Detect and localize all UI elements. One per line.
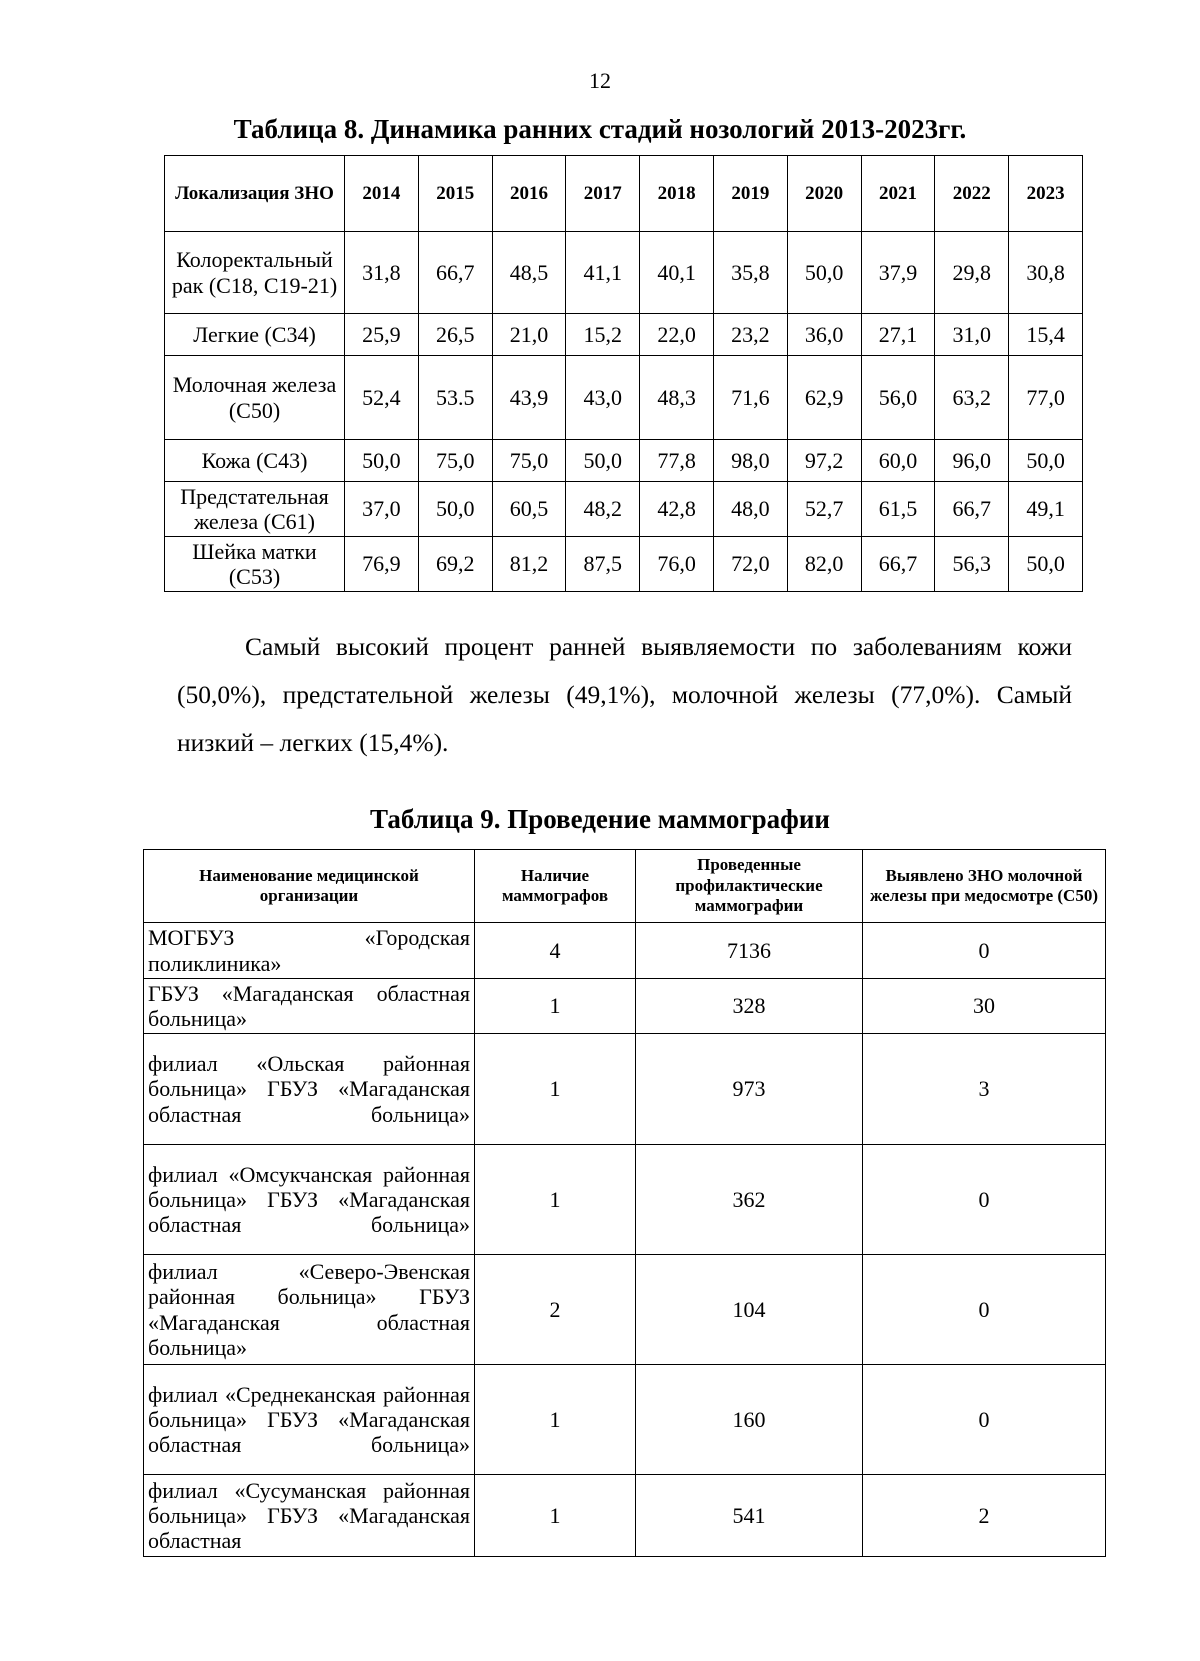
row-label: Шейка матки (С53) bbox=[165, 537, 345, 592]
org-name: филиал «Ольская районная больница» ГБУЗ «Магаданская областная больница» bbox=[144, 1034, 475, 1145]
header-cell: 2014 bbox=[345, 156, 419, 232]
summary-paragraph bbox=[177, 623, 1072, 767]
table-row bbox=[165, 356, 1083, 440]
screenings-count: 973 bbox=[636, 1034, 863, 1145]
value-cell: 75,0 bbox=[418, 440, 492, 482]
value-cell: 42,8 bbox=[640, 482, 714, 537]
value-cell: 48,0 bbox=[713, 482, 787, 537]
value-cell: 61,5 bbox=[861, 482, 935, 537]
value-cell: 63,2 bbox=[935, 356, 1009, 440]
detected-count: 3 bbox=[863, 1034, 1106, 1145]
value-cell: 15,4 bbox=[1009, 314, 1083, 356]
value-cell: 52,7 bbox=[787, 482, 861, 537]
row-label: Легкие (С34) bbox=[165, 314, 345, 356]
value-cell: 76,0 bbox=[640, 537, 714, 592]
mammographs-count: 1 bbox=[475, 1475, 636, 1557]
value-cell: 56,3 bbox=[935, 537, 1009, 592]
row-label: Предстательная железа (С61) bbox=[165, 482, 345, 537]
header-cell: Наименование медицинской организации bbox=[144, 850, 475, 923]
value-cell: 40,1 bbox=[640, 232, 714, 314]
value-cell: 15,2 bbox=[566, 314, 640, 356]
value-cell: 35,8 bbox=[713, 232, 787, 314]
org-name: филиал «Северо-Эвенская районная больница» ГБУЗ «Магаданская областная больница» bbox=[144, 1255, 475, 1365]
value-cell: 50,0 bbox=[1009, 440, 1083, 482]
header-cell: 2021 bbox=[861, 156, 935, 232]
table-row bbox=[144, 923, 1106, 979]
header-cell: 2023 bbox=[1009, 156, 1083, 232]
value-cell: 50,0 bbox=[418, 482, 492, 537]
value-cell: 52,4 bbox=[345, 356, 419, 440]
value-cell: 23,2 bbox=[713, 314, 787, 356]
value-cell: 43,0 bbox=[566, 356, 640, 440]
value-cell: 50,0 bbox=[787, 232, 861, 314]
value-cell: 37,0 bbox=[345, 482, 419, 537]
value-cell: 22,0 bbox=[640, 314, 714, 356]
value-cell: 37,9 bbox=[861, 232, 935, 314]
value-cell: 69,2 bbox=[418, 537, 492, 592]
screenings-count: 362 bbox=[636, 1145, 863, 1255]
value-cell: 50,0 bbox=[566, 440, 640, 482]
value-cell: 53.5 bbox=[418, 356, 492, 440]
screenings-count: 328 bbox=[636, 979, 863, 1034]
header-cell: 2019 bbox=[713, 156, 787, 232]
value-cell: 48,2 bbox=[566, 482, 640, 537]
value-cell: 98,0 bbox=[713, 440, 787, 482]
value-cell: 50,0 bbox=[345, 440, 419, 482]
value-cell: 87,5 bbox=[566, 537, 640, 592]
value-cell: 60,0 bbox=[861, 440, 935, 482]
value-cell: 56,0 bbox=[861, 356, 935, 440]
value-cell: 29,8 bbox=[935, 232, 1009, 314]
table-row bbox=[165, 482, 1083, 537]
table8-early-stages bbox=[164, 155, 1083, 592]
table-row bbox=[165, 314, 1083, 356]
value-cell: 36,0 bbox=[787, 314, 861, 356]
table-row bbox=[144, 1255, 1106, 1365]
value-cell: 66,7 bbox=[861, 537, 935, 592]
org-name: филиал «Омсукчанская районная больница» ГБУЗ «Магаданская областная больница» bbox=[144, 1145, 475, 1255]
mammographs-count: 1 bbox=[475, 1034, 636, 1145]
org-name: филиал «Среднеканская районная больница» ГБУЗ «Магаданская областная больница» bbox=[144, 1365, 475, 1475]
table-row bbox=[165, 537, 1083, 592]
value-cell: 82,0 bbox=[787, 537, 861, 592]
detected-count: 0 bbox=[863, 923, 1106, 979]
value-cell: 77,0 bbox=[1009, 356, 1083, 440]
value-cell: 76,9 bbox=[345, 537, 419, 592]
detected-count: 0 bbox=[863, 1255, 1106, 1365]
header-cell: Наличие маммографов bbox=[475, 850, 636, 923]
value-cell: 31,0 bbox=[935, 314, 1009, 356]
value-cell: 62,9 bbox=[787, 356, 861, 440]
table8-header-row bbox=[165, 156, 1083, 232]
mammographs-count: 1 bbox=[475, 1145, 636, 1255]
table-row bbox=[144, 1475, 1106, 1557]
detected-count: 2 bbox=[863, 1475, 1106, 1557]
header-cell: Локализация ЗНО bbox=[165, 156, 345, 232]
table9-title: Таблица 9. Проведение маммографии bbox=[370, 804, 830, 834]
page-number: 12 bbox=[589, 68, 611, 93]
table-row bbox=[165, 440, 1083, 482]
value-cell: 96,0 bbox=[935, 440, 1009, 482]
table-row bbox=[144, 1145, 1106, 1255]
org-name: филиал «Сусуманская районная больница» ГБУЗ «Магаданская областная bbox=[144, 1475, 475, 1557]
value-cell: 26,5 bbox=[418, 314, 492, 356]
row-label: Кожа (С43) bbox=[165, 440, 345, 482]
value-cell: 72,0 bbox=[713, 537, 787, 592]
value-cell: 66,7 bbox=[418, 232, 492, 314]
detected-count: 0 bbox=[863, 1145, 1106, 1255]
header-cell: 2016 bbox=[492, 156, 566, 232]
value-cell: 71,6 bbox=[713, 356, 787, 440]
table-row bbox=[165, 232, 1083, 314]
value-cell: 31,8 bbox=[345, 232, 419, 314]
value-cell: 48,3 bbox=[640, 356, 714, 440]
summary-text: Самый высокий процент ранней выявляемости по заболеваниям кожи (50,0%), предстательной железы (49,1%), молочной железы (77,0%). Самый низкий – легких (15,4%). bbox=[177, 632, 1072, 757]
table-row bbox=[144, 1034, 1106, 1145]
value-cell: 50,0 bbox=[1009, 537, 1083, 592]
org-name: МОГБУЗ «Городская поликлиника» bbox=[144, 923, 475, 979]
screenings-count: 104 bbox=[636, 1255, 863, 1365]
screenings-count: 160 bbox=[636, 1365, 863, 1475]
table9-header-row bbox=[144, 850, 1106, 923]
value-cell: 97,2 bbox=[787, 440, 861, 482]
value-cell: 21,0 bbox=[492, 314, 566, 356]
value-cell: 25,9 bbox=[345, 314, 419, 356]
value-cell: 48,5 bbox=[492, 232, 566, 314]
header-cell: 2018 bbox=[640, 156, 714, 232]
header-cell: Проведенные профилактические маммографии bbox=[636, 850, 863, 923]
header-cell: Выявлено ЗНО молочной железы при медосмотре (С50) bbox=[863, 850, 1106, 923]
mammographs-count: 1 bbox=[475, 979, 636, 1034]
header-cell: 2022 bbox=[935, 156, 1009, 232]
value-cell: 30,8 bbox=[1009, 232, 1083, 314]
value-cell: 81,2 bbox=[492, 537, 566, 592]
mammographs-count: 2 bbox=[475, 1255, 636, 1365]
mammographs-count: 4 bbox=[475, 923, 636, 979]
value-cell: 41,1 bbox=[566, 232, 640, 314]
value-cell: 66,7 bbox=[935, 482, 1009, 537]
org-name: ГБУЗ «Магаданская областная больница» bbox=[144, 979, 475, 1034]
value-cell: 77,8 bbox=[640, 440, 714, 482]
table-row bbox=[144, 1365, 1106, 1475]
row-label: Колоректальный рак (С18, С19-21) bbox=[165, 232, 345, 314]
header-cell: 2017 bbox=[566, 156, 640, 232]
table8-title: Таблица 8. Динамика ранних стадий нозологий 2013-2023гг. bbox=[233, 114, 967, 144]
value-cell: 60,5 bbox=[492, 482, 566, 537]
header-cell: 2020 bbox=[787, 156, 861, 232]
mammographs-count: 1 bbox=[475, 1365, 636, 1475]
row-label: Молочная железа (С50) bbox=[165, 356, 345, 440]
screenings-count: 7136 bbox=[636, 923, 863, 979]
table9-mammography bbox=[143, 849, 1106, 1557]
value-cell: 49,1 bbox=[1009, 482, 1083, 537]
value-cell: 75,0 bbox=[492, 440, 566, 482]
screenings-count: 541 bbox=[636, 1475, 863, 1557]
value-cell: 43,9 bbox=[492, 356, 566, 440]
table-row bbox=[144, 979, 1106, 1034]
detected-count: 30 bbox=[863, 979, 1106, 1034]
header-cell: 2015 bbox=[418, 156, 492, 232]
value-cell: 27,1 bbox=[861, 314, 935, 356]
detected-count: 0 bbox=[863, 1365, 1106, 1475]
